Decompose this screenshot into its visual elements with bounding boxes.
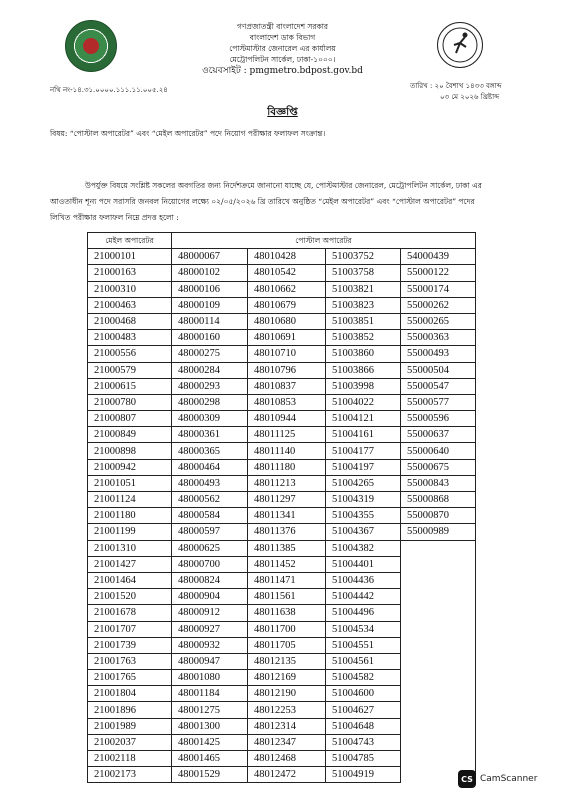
results-table xyxy=(87,232,476,783)
postal-operator-roll: 51003823 xyxy=(326,297,401,313)
mail-operator-roll: 21002173 xyxy=(88,767,172,783)
notice-title: বিজ্ঞপ্তি xyxy=(267,106,298,118)
postal-operator-roll: 48011140 xyxy=(248,443,326,459)
mail-operator-roll: 21000483 xyxy=(88,330,172,346)
postal-operator-roll: 51004743 xyxy=(326,734,401,750)
postal-operator-roll: 48000275 xyxy=(172,346,248,362)
postal-operator-roll: 48000102 xyxy=(172,265,248,281)
table-row xyxy=(88,637,476,653)
postal-operator-roll: 55000265 xyxy=(401,313,476,329)
postal-operator-roll xyxy=(401,702,476,718)
postal-operator-roll: 48011638 xyxy=(248,605,326,621)
postal-operator-roll: 48000106 xyxy=(172,281,248,297)
table-row xyxy=(88,605,476,621)
postal-operator-roll: 48012253 xyxy=(248,702,326,718)
postal-operator-roll: 51003851 xyxy=(326,313,401,329)
postal-operator-roll: 48000309 xyxy=(172,411,248,427)
postal-operator-roll: 51004785 xyxy=(326,751,401,767)
mail-operator-roll: 21001520 xyxy=(88,589,172,605)
postal-operator-roll: 55000989 xyxy=(401,524,476,540)
table-row xyxy=(88,313,476,329)
postal-operator-roll xyxy=(401,734,476,750)
postal-operator-roll: 51004648 xyxy=(326,718,401,734)
postal-operator-roll: 48000912 xyxy=(172,605,248,621)
postal-operator-roll: 51004627 xyxy=(326,702,401,718)
postal-operator-roll: 51004355 xyxy=(326,508,401,524)
postal-operator-roll: 51004919 xyxy=(326,767,401,783)
postal-operator-roll: 48000114 xyxy=(172,313,248,329)
postal-operator-roll: 48000584 xyxy=(172,508,248,524)
table-header-row xyxy=(88,233,476,249)
table-row xyxy=(88,621,476,637)
mail-operator-roll: 21000849 xyxy=(88,427,172,443)
postal-operator-roll: 51004401 xyxy=(326,556,401,572)
mail-operator-roll: 21000780 xyxy=(88,394,172,410)
table-row xyxy=(88,330,476,346)
mail-operator-roll: 21001199 xyxy=(88,524,172,540)
table-row xyxy=(88,524,476,540)
table-row xyxy=(88,443,476,459)
postal-operator-roll: 48000932 xyxy=(172,637,248,653)
paragraph-line-2: আওতাধীন শূন্য পদে সরাসরি জনবল নিয়োগের লক্ষ্যে ০২/০৫/২০২৬ খ্রি তারিখে অনুষ্ঠিত “মেইল অপারেটর” এবং “পোস্টাল অপারেটর” পদের xyxy=(50,197,475,206)
postal-operator-roll: 48001465 xyxy=(172,751,248,767)
postal-operator-roll: 48000361 xyxy=(172,427,248,443)
table-row xyxy=(88,378,476,394)
postal-operator-roll: 48001425 xyxy=(172,734,248,750)
postal-operator-roll: 54000439 xyxy=(401,249,476,265)
postal-operator-roll: 51004600 xyxy=(326,686,401,702)
mail-operator-roll: 21002037 xyxy=(88,734,172,750)
table-row xyxy=(88,589,476,605)
postal-operator-roll: 48011180 xyxy=(248,459,326,475)
postal-operator-roll: 55000843 xyxy=(401,475,476,491)
date-bengali: তারিখ : ২০ বৈশাখ ১৪৩৩ বঙ্গাব্দ xyxy=(410,82,502,90)
table-row xyxy=(88,767,476,783)
postal-operator-roll: 48011341 xyxy=(248,508,326,524)
postal-operator-roll: 55000504 xyxy=(401,362,476,378)
postal-operator-roll: 48000700 xyxy=(172,556,248,572)
postal-operator-roll: 48000824 xyxy=(172,572,248,588)
postal-operator-roll: 48011471 xyxy=(248,572,326,588)
header-govt: গণপ্রজাতন্ত্রী বাংলাদেশ সরকার xyxy=(236,22,329,31)
mail-operator-roll: 21001310 xyxy=(88,540,172,556)
paragraph-line-1: উপর্যুক্ত বিষয়ে সংশ্লিষ্ট সকলের অবগতির জন্য নির্দেশক্রমে জানানো যাচ্ছে যে, পোস্টমাস্টার জেনারেল, মেট্রোপলিটন সার্কেল, ঢাকা এর xyxy=(85,181,482,190)
mail-operator-roll: 21000556 xyxy=(88,346,172,362)
table-row xyxy=(88,751,476,767)
mail-operator-roll: 21000807 xyxy=(88,411,172,427)
postal-operator-roll: 48001080 xyxy=(172,670,248,686)
table-row xyxy=(88,734,476,750)
postal-operator-roll: 48010796 xyxy=(248,362,326,378)
postal-operator-roll: 48012314 xyxy=(248,718,326,734)
postal-operator-roll: 51004197 xyxy=(326,459,401,475)
mail-operator-roll: 21000579 xyxy=(88,362,172,378)
postal-operator-roll: 48000562 xyxy=(172,492,248,508)
postal-operator-roll xyxy=(401,686,476,702)
postal-operator-roll: 48012347 xyxy=(248,734,326,750)
mail-operator-roll: 21001180 xyxy=(88,508,172,524)
date-english: ০৩ মে ২০২৬ খ্রিষ্টাব্দ xyxy=(440,93,500,101)
table-row xyxy=(88,540,476,556)
table-row xyxy=(88,670,476,686)
postal-operator-roll: 48001529 xyxy=(172,767,248,783)
postal-operator-roll: 48010680 xyxy=(248,313,326,329)
camscanner-icon: CS xyxy=(458,770,476,788)
postal-operator-roll: 48010542 xyxy=(248,265,326,281)
postal-operator-roll: 55000493 xyxy=(401,346,476,362)
postal-operator-roll xyxy=(401,621,476,637)
postal-operator-roll: 48001275 xyxy=(172,702,248,718)
postal-operator-roll: 55000122 xyxy=(401,265,476,281)
postal-operator-roll: 48000625 xyxy=(172,540,248,556)
postal-operator-roll: 48010679 xyxy=(248,297,326,313)
postal-operator-roll: 51004582 xyxy=(326,670,401,686)
table-row xyxy=(88,394,476,410)
postal-operator-roll: 48000067 xyxy=(172,249,248,265)
postal-operator-roll xyxy=(401,589,476,605)
postal-operator-roll: 51004177 xyxy=(326,443,401,459)
postal-operator-roll: 48010428 xyxy=(248,249,326,265)
table-row xyxy=(88,686,476,702)
mail-operator-roll: 21001124 xyxy=(88,492,172,508)
postal-operator-roll: 48011561 xyxy=(248,589,326,605)
postal-operator-roll: 48000927 xyxy=(172,621,248,637)
postal-operator-roll: 48011213 xyxy=(248,475,326,491)
postal-operator-roll: 55000577 xyxy=(401,394,476,410)
postal-operator-roll: 55000637 xyxy=(401,427,476,443)
mail-operator-roll: 21001896 xyxy=(88,702,172,718)
postal-operator-roll: 55000547 xyxy=(401,378,476,394)
postal-operator-roll xyxy=(401,637,476,653)
postal-operator-roll: 48010691 xyxy=(248,330,326,346)
postal-operator-roll: 48012135 xyxy=(248,653,326,669)
postal-operator-roll: 55000870 xyxy=(401,508,476,524)
postal-operator-roll: 51003998 xyxy=(326,378,401,394)
table-row xyxy=(88,346,476,362)
mail-operator-roll: 21001051 xyxy=(88,475,172,491)
postal-operator-roll: 48010662 xyxy=(248,281,326,297)
mail-operator-roll: 21001763 xyxy=(88,653,172,669)
postal-operator-roll: 48000298 xyxy=(172,394,248,410)
postal-operator-roll: 48000493 xyxy=(172,475,248,491)
table-row xyxy=(88,281,476,297)
postal-operator-roll: 48011125 xyxy=(248,427,326,443)
mail-operator-roll: 21001804 xyxy=(88,686,172,702)
postal-operator-roll xyxy=(401,605,476,621)
postal-operator-roll: 48012169 xyxy=(248,670,326,686)
postal-operator-roll: 48000365 xyxy=(172,443,248,459)
postal-operator-roll xyxy=(401,718,476,734)
postal-operator-roll xyxy=(401,653,476,669)
postal-operator-roll: 55000262 xyxy=(401,297,476,313)
postal-operator-roll: 51004382 xyxy=(326,540,401,556)
table-row xyxy=(88,411,476,427)
postal-operator-roll: 48010710 xyxy=(248,346,326,362)
table-row xyxy=(88,556,476,572)
postal-operator-roll: 51004496 xyxy=(326,605,401,621)
memo-number: নথি নং-১৪.৩১.০০০০.১১১.১১.০০৫.২৪ xyxy=(50,86,168,94)
mail-operator-roll: 21000310 xyxy=(88,281,172,297)
camscanner-label: CamScanner xyxy=(480,774,538,784)
postal-operator-roll: 48000293 xyxy=(172,378,248,394)
postal-operator-roll: 48011705 xyxy=(248,637,326,653)
table-row xyxy=(88,362,476,378)
postal-operator-roll: 48001300 xyxy=(172,718,248,734)
mail-operator-roll: 21001678 xyxy=(88,605,172,621)
postal-operator-roll: 51003821 xyxy=(326,281,401,297)
camscanner-watermark xyxy=(458,770,537,788)
postal-operator-roll: 51004561 xyxy=(326,653,401,669)
header-office: পোস্টমাস্টার জেনারেল এর কার্যালয় xyxy=(229,44,336,53)
paragraph-line-3: লিখিত পরীক্ষার ফলাফল নিম্নে প্রদত্ত হলো : xyxy=(50,213,179,222)
table-row xyxy=(88,297,476,313)
postal-operator-roll: 48000464 xyxy=(172,459,248,475)
postal-operator-roll: 48000160 xyxy=(172,330,248,346)
postal-operator-roll: 48011452 xyxy=(248,556,326,572)
postal-operator-roll: 48011385 xyxy=(248,540,326,556)
table-row xyxy=(88,249,476,265)
postal-operator-roll: 48000284 xyxy=(172,362,248,378)
postal-operator-roll: 51004161 xyxy=(326,427,401,443)
postal-operator-roll: 48012468 xyxy=(248,751,326,767)
postal-operator-roll: 48010853 xyxy=(248,394,326,410)
mail-operator-roll: 21000468 xyxy=(88,313,172,329)
postal-operator-roll: 55000174 xyxy=(401,281,476,297)
mail-operator-roll: 21000101 xyxy=(88,249,172,265)
mail-operator-roll: 21001739 xyxy=(88,637,172,653)
header-website: ওয়েবসাইট : pmgmetro.bdpost.gov.bd xyxy=(202,66,363,76)
mail-operator-roll: 21000942 xyxy=(88,459,172,475)
postal-operator-roll: 51004534 xyxy=(326,621,401,637)
postal-operator-roll: 51003866 xyxy=(326,362,401,378)
postal-operator-roll xyxy=(401,751,476,767)
postal-operator-roll: 55000868 xyxy=(401,492,476,508)
mail-operator-roll: 21001464 xyxy=(88,572,172,588)
postal-operator-roll: 48011297 xyxy=(248,492,326,508)
postal-operator-roll xyxy=(401,556,476,572)
table-row xyxy=(88,508,476,524)
postal-operator-roll: 51004442 xyxy=(326,589,401,605)
postal-operator-roll: 51004022 xyxy=(326,394,401,410)
mail-operator-roll: 21000463 xyxy=(88,297,172,313)
postal-operator-roll: 55000675 xyxy=(401,459,476,475)
postal-operator-roll: 51004265 xyxy=(326,475,401,491)
postal-operator-roll: 51003860 xyxy=(326,346,401,362)
postal-operator-roll: 48000597 xyxy=(172,524,248,540)
postal-operator-roll: 55000363 xyxy=(401,330,476,346)
notice-subject: বিষয়: “পোস্টাল অপারেটর” এবং “মেইল অপারেটর” পদে নিয়োগ পরীক্ষার ফলাফল সংক্রান্ত। xyxy=(50,129,326,138)
postal-operator-roll: 51004319 xyxy=(326,492,401,508)
mail-operator-roll: 21000163 xyxy=(88,265,172,281)
postal-operator-roll: 48000109 xyxy=(172,297,248,313)
results-table-body xyxy=(88,249,476,783)
postal-operator-roll: 48012190 xyxy=(248,686,326,702)
table-row xyxy=(88,702,476,718)
postal-operator-roll: 48010944 xyxy=(248,411,326,427)
table-row xyxy=(88,718,476,734)
header-dept: বাংলাদেশ ডাক বিভাগ xyxy=(249,33,316,42)
mail-operator-header: মেইল অপারেটর xyxy=(88,233,172,249)
postal-operator-roll: 48012472 xyxy=(248,767,326,783)
mail-operator-roll: 21001427 xyxy=(88,556,172,572)
mail-operator-roll: 21000615 xyxy=(88,378,172,394)
postal-operator-roll: 51004121 xyxy=(326,411,401,427)
postal-operator-roll: 51003752 xyxy=(326,249,401,265)
postal-operator-roll: 51003758 xyxy=(326,265,401,281)
postal-operator-roll: 55000596 xyxy=(401,411,476,427)
mail-operator-roll: 21001765 xyxy=(88,670,172,686)
postal-operator-roll: 51004367 xyxy=(326,524,401,540)
postal-operator-header: পোস্টাল অপারেটর xyxy=(172,233,476,249)
table-row xyxy=(88,265,476,281)
postal-operator-roll xyxy=(401,572,476,588)
postal-operator-roll: 48001184 xyxy=(172,686,248,702)
header-circle: মেট্রোপলিটন সার্কেল, ঢাকা-১০০০। xyxy=(229,55,336,64)
postal-operator-roll: 55000640 xyxy=(401,443,476,459)
postal-operator-roll xyxy=(401,540,476,556)
postal-operator-roll: 48010837 xyxy=(248,378,326,394)
postal-operator-roll: 51003852 xyxy=(326,330,401,346)
postal-operator-roll: 48011376 xyxy=(248,524,326,540)
mail-operator-roll: 21000898 xyxy=(88,443,172,459)
postal-operator-roll: 48000904 xyxy=(172,589,248,605)
mail-operator-roll: 21001707 xyxy=(88,621,172,637)
postal-operator-roll: 51004436 xyxy=(326,572,401,588)
table-row xyxy=(88,572,476,588)
mail-operator-roll: 21001989 xyxy=(88,718,172,734)
postal-operator-roll: 48000947 xyxy=(172,653,248,669)
table-row xyxy=(88,653,476,669)
postal-operator-roll: 51004551 xyxy=(326,637,401,653)
table-row xyxy=(88,492,476,508)
table-row xyxy=(88,427,476,443)
table-row xyxy=(88,475,476,491)
postal-operator-roll xyxy=(401,670,476,686)
mail-operator-roll: 21002118 xyxy=(88,751,172,767)
postal-operator-roll: 48011700 xyxy=(248,621,326,637)
table-row xyxy=(88,459,476,475)
